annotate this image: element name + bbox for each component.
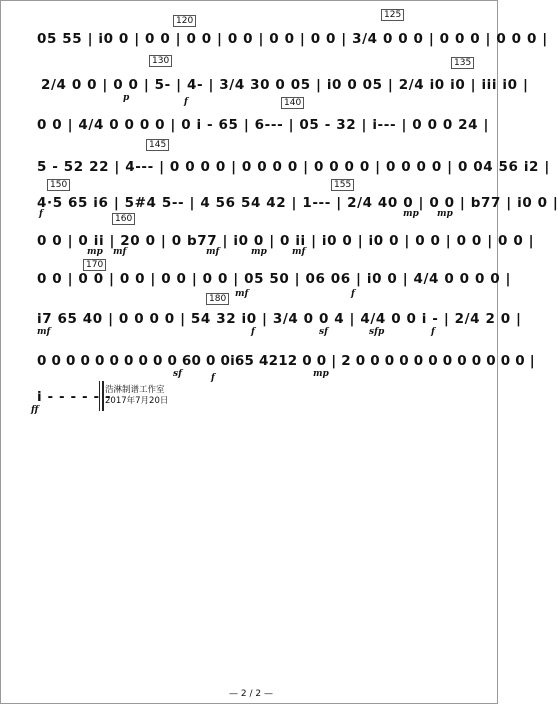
- measure-number: 135: [451, 57, 474, 69]
- dynamic-mark: f: [39, 209, 43, 219]
- measure-number: 160: [112, 213, 135, 225]
- notation-line: i - - - - - -: [37, 389, 112, 405]
- dynamic-mark: sf: [319, 327, 328, 337]
- notation-line: i7 65 40 | 0 0 0 0 | 54 32 i0 | 3/4 0 0 4 | 4/4 0 0 i - | 2/4 2 0 |: [37, 311, 522, 327]
- dynamic-mark: f: [351, 289, 355, 299]
- final-barline: [99, 381, 100, 411]
- notation-line: 0 0 0 0 0 0 0 0 0 0 60 0 0i65 4212 0 0 | 2 0 0 0 0 0 0 0 0 0 0 0 0 |: [37, 353, 535, 369]
- credit-block: [105, 385, 168, 407]
- final-barline-thick: [102, 381, 104, 411]
- dynamic-mark: mf: [235, 289, 249, 299]
- measure-number: 145: [146, 139, 169, 151]
- dynamic-mark: sfp: [369, 327, 385, 337]
- dynamic-mark: ff: [31, 405, 39, 415]
- credit-date: 2017年7月20日: [105, 396, 169, 406]
- dynamic-mark: p: [123, 93, 130, 103]
- measure-number: 140: [281, 97, 304, 109]
- staff-system-10: [1, 385, 501, 445]
- notation-line: 2/4 0 0 | 0 0 | 5- | 4- | 3/4 30 0 05 | i0 0 05 | 2/4 i0 i0 | iii i0 |: [41, 77, 529, 93]
- measure-number: 125: [381, 9, 404, 21]
- dynamic-mark: mf: [37, 327, 51, 337]
- measure-number: 150: [47, 179, 70, 191]
- notation-line: 4·5 65 i6 | 5#4 5-- | 4 56 54 42 | 1--- | 2/4 40 0 | 0 0 | b77 | i0 0 |: [37, 195, 558, 211]
- dynamic-mark: sf: [173, 369, 182, 379]
- dynamic-mark: f: [211, 373, 215, 383]
- notation-line: 0 0 | 0 ii | 20 0 | 0 b77 | i0 0 | 0 ii | i0 0 | i0 0 | 0 0 | 0 0 | 0 0 |: [37, 233, 535, 249]
- dynamic-mark: mp: [403, 209, 419, 219]
- dynamic-mark: f: [184, 97, 188, 107]
- dynamic-mark: mp: [251, 247, 267, 257]
- measure-number: 155: [331, 179, 354, 191]
- notation-line: 0 0 | 4/4 0 0 0 0 | 0 i - 65 | 6--- | 05 - 32 | i--- | 0 0 0 24 |: [37, 117, 489, 133]
- dynamic-mark: mp: [437, 209, 453, 219]
- measure-number: 130: [149, 55, 172, 67]
- credit-studio: 浩淋制谱工作室: [105, 385, 165, 395]
- dynamic-mark: f: [251, 327, 255, 337]
- page-number: — 2 / 2 —: [229, 689, 273, 699]
- dynamic-mark: mp: [313, 369, 329, 379]
- dynamic-mark: mp: [87, 247, 103, 257]
- notation-line: 0 0 | 0 0 | 0 0 | 0 0 | 0 0 | 05 50 | 06 06 | i0 0 | 4/4 0 0 0 0 |: [37, 271, 512, 287]
- dynamic-mark: mf: [206, 247, 220, 257]
- measure-number: 180: [206, 293, 229, 305]
- dynamic-mark: mf: [113, 247, 127, 257]
- measure-number: 120: [173, 15, 196, 27]
- notation-line: 05 55 | i0 0 | 0 0 | 0 0 | 0 0 | 0 0 | 0 0 | 3/4 0 0 0 | 0 0 0 | 0 0 0 |: [37, 31, 548, 47]
- dynamic-mark: mf: [292, 247, 306, 257]
- notation-line: 5 - 52 22 | 4--- | 0 0 0 0 | 0 0 0 0 | 0 0 0 0 | 0 0 0 0 | 0 04 56 i2 |: [37, 159, 550, 175]
- dynamic-mark: f: [431, 327, 435, 337]
- measure-number: 170: [83, 259, 106, 271]
